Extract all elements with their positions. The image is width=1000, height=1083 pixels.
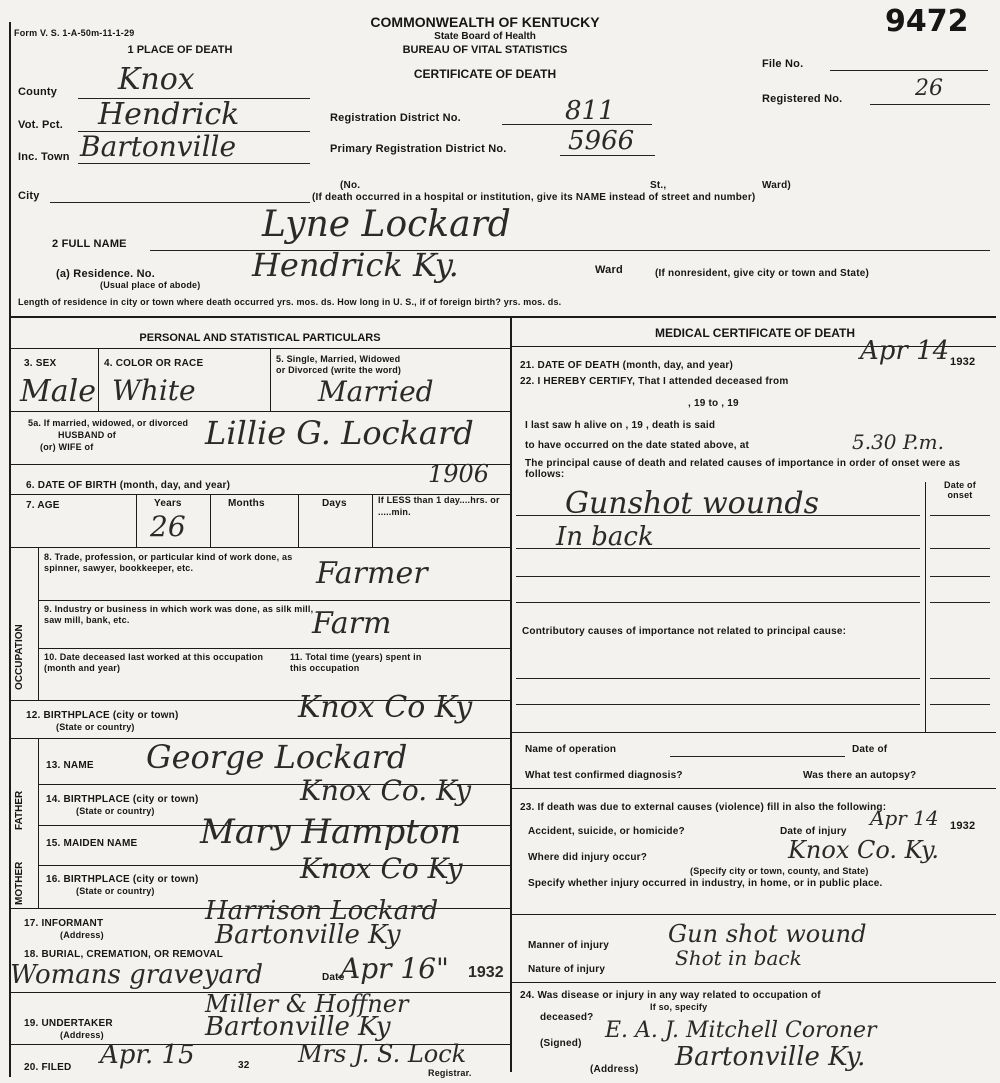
time-value: 5.30 P.m. <box>852 430 944 454</box>
date-injury-value: Apr 14 <box>870 806 939 830</box>
date-of-label: Date of <box>852 744 888 755</box>
spouse-label-2: HUSBAND of <box>58 430 116 440</box>
reg-district-value: 811 <box>565 96 615 126</box>
filed-date-value: Apr. 15 <box>100 1040 195 1070</box>
color-label: 4. COLOR OR RACE <box>104 358 204 369</box>
nature-label: Nature of injury <box>528 964 606 975</box>
marital-label-1: 5. Single, Married, Widowed <box>276 354 401 364</box>
operation-label: Name of operation <box>525 744 617 755</box>
personal-heading: PERSONAL AND STATISTICAL PARTICULARS <box>139 332 381 344</box>
dob-value: 1906 <box>428 460 490 488</box>
mother-bp-sub: (State or country) <box>76 886 155 896</box>
burial-date-label: Date <box>322 972 345 983</box>
if-so-label: If so, specify <box>650 1002 708 1012</box>
father-name-label: 13. NAME <box>46 760 94 771</box>
cause-2-value: In back <box>556 522 654 552</box>
county-value: Knox <box>118 62 195 97</box>
header-divider <box>11 316 996 318</box>
deceased-label: deceased? <box>540 1012 594 1023</box>
registered-no-label: Registered No. <box>762 93 843 105</box>
trade-label: 8. Trade, profession, or particular kind of work done, as spinner, sawyer, bookkeeper, etc. <box>44 552 293 573</box>
medical-heading: MEDICAL CERTIFICATE OF DEATH <box>655 326 855 340</box>
last-saw-label: I last saw h alive on , 19 , death is said <box>525 420 716 431</box>
full-name-value: Lyne Lockard <box>262 204 511 245</box>
address-value: Bartonville Ky. <box>675 1042 866 1072</box>
months-label: Months <box>228 498 265 509</box>
residence-sub: (Usual place of abode) <box>100 280 201 290</box>
trade-value: Farmer <box>316 556 428 591</box>
principal-label: The principal cause of death and related causes of importance in order of onset were as follows: <box>525 458 961 480</box>
st-label: St., <box>650 180 667 191</box>
length-residence: Length of residence in city or town where death occurred yrs. mos. ds. How long in U. S., if of foreign birth? yrs. mos. ds. <box>18 297 562 307</box>
specify-label: Specify whether injury occurred in industry, in home, or in public place. <box>528 878 883 889</box>
center-divider <box>510 317 512 1072</box>
inc-town-value: Bartonville <box>80 130 237 163</box>
bureau-title: BUREAU OF VITAL STATISTICS <box>402 44 568 56</box>
vot-pct-label: Vot. Pct. <box>18 119 63 131</box>
nonresident-note: (If nonresident, give city or town and State) <box>655 268 870 279</box>
no-label: (No. <box>340 180 361 191</box>
where-label: Where did injury occur? <box>528 852 648 863</box>
burial-date-value: Apr 16" <box>340 952 449 985</box>
spouse-value: Lillie G. Lockard <box>205 414 474 452</box>
color-value: White <box>112 374 196 407</box>
dob-label: 6. DATE OF BIRTH (month, day, and year) <box>26 480 231 491</box>
certificate-title: CERTIFICATE OF DEATH <box>413 67 557 81</box>
informant-address: Bartonville Ky <box>215 920 401 950</box>
father-bp-value: Knox Co. Ky <box>300 774 472 807</box>
filed-label: 20. FILED <box>24 1062 72 1073</box>
manner-label: Manner of injury <box>528 940 609 951</box>
informant-sub: (Address) <box>60 930 104 940</box>
if-less-label: If LESS than 1 day....hrs. or .....min. <box>378 495 500 517</box>
ward-label: Ward) <box>762 180 791 191</box>
registrar-value: Mrs J. S. Lock <box>298 1040 467 1068</box>
mother-vertical-label: MOTHER <box>14 861 25 905</box>
burial-place-value: Womans graveyard <box>10 960 264 990</box>
board-title: State Board of Health <box>434 31 536 42</box>
primary-reg-label: Primary Registration District No. <box>330 143 507 155</box>
birthplace-sub: (State or country) <box>56 722 135 732</box>
period-line: , 19 to , 19 <box>688 398 739 409</box>
mother-bp-label: 16. BIRTHPLACE (city or town) <box>46 874 199 885</box>
father-name-value: George Lockard <box>146 738 408 776</box>
reg-district-label: Registration District No. <box>330 112 461 124</box>
where-sub: (Specify city or town, county, and State) <box>690 866 869 876</box>
cause-1-value: Gunshot wounds <box>565 486 819 521</box>
signed-value: E. A. J. Mitchell Coroner <box>605 1018 877 1043</box>
nature-value: Shot in back <box>675 946 802 970</box>
father-bp-label: 14. BIRTHPLACE (city or town) <box>46 794 199 805</box>
stamp-number: 9472 <box>885 4 969 39</box>
state-title: COMMONWEALTH OF KENTUCKY <box>370 14 600 30</box>
left-border <box>9 22 11 1077</box>
birthplace-label: 12. BIRTHPLACE (city or town) <box>26 710 179 721</box>
burial-label: 18. BURIAL, CREMATION, OR REMOVAL <box>24 949 224 960</box>
county-label: County <box>18 86 58 98</box>
residence-value: Hendrick Ky. <box>252 246 459 284</box>
years-label: Years <box>154 498 182 509</box>
last-worked-label: 10. Date deceased last worked at this occupation (month and year) <box>44 652 264 673</box>
certify-label: 22. I HEREBY CERTIFY, That I attended deceased from <box>520 376 789 387</box>
file-no-label: File No. <box>762 58 804 70</box>
where-value: Knox Co. Ky. <box>788 836 940 864</box>
informant-label: 17. INFORMANT <box>24 918 104 929</box>
undertaker-address: Bartonville Ky <box>205 1012 391 1042</box>
residence-label: (a) Residence. No. <box>56 268 155 280</box>
autopsy-label: Was there an autopsy? <box>803 770 917 781</box>
mother-name-label: 15. MAIDEN NAME <box>46 838 138 849</box>
date-injury-label: Date of injury <box>780 826 847 837</box>
undertaker-value: Miller & Hoffner <box>205 990 409 1018</box>
registrar-label: Registrar. <box>428 1068 472 1078</box>
full-name-label: 2 FULL NAME <box>52 238 127 250</box>
industry-label: 9. Industry or business in which work was done, as silk mill, saw mill, bank, etc. <box>44 604 314 625</box>
contributory-label: Contributory causes of importance not related to principal cause: <box>522 626 847 637</box>
sex-label: 3. SEX <box>24 358 57 369</box>
form-code: Form V. S. 1-A-50m-11-1-29 <box>14 28 135 38</box>
marital-label-2: or Divorced (write the word) <box>276 365 402 375</box>
total-time-label: 11. Total time (years) spent in this occupation <box>290 652 422 673</box>
mother-bp-value: Knox Co Ky <box>300 852 463 885</box>
city-label: City <box>18 190 40 202</box>
undertaker-sub: (Address) <box>60 1030 104 1040</box>
date-of-death-year: 1932 <box>950 356 976 368</box>
date-of-death-value: Apr 14 <box>860 336 950 366</box>
hospital-note: (If death occurred in a hospital or institution, give its NAME instead of street and number) <box>312 192 756 203</box>
ward-residence-label: Ward <box>595 264 623 276</box>
inc-town-label: Inc. Town <box>18 151 70 163</box>
days-label: Days <box>322 498 347 509</box>
father-vertical-label: FATHER <box>14 790 25 830</box>
undertaker-label: 19. UNDERTAKER <box>24 1018 113 1029</box>
spouse-label-1: 5a. If married, widowed, or divorced <box>28 418 189 428</box>
date-injury-year: 1932 <box>950 820 976 832</box>
burial-year: 1932 <box>468 964 504 981</box>
manner-value: Gun shot wound <box>668 920 867 948</box>
address-label: (Address) <box>590 1064 639 1075</box>
marital-value: Married <box>318 375 434 408</box>
occupation-vertical-label: OCCUPATION <box>14 624 25 690</box>
sex-value: Male <box>20 374 96 409</box>
mother-name-value: Mary Hampton <box>200 812 462 852</box>
test-label: What test confirmed diagnosis? <box>525 770 683 781</box>
industry-value: Farm <box>312 606 392 641</box>
filed-year: 32 <box>238 1060 250 1071</box>
date-onset-label: Date of onset <box>944 480 976 500</box>
primary-reg-value: 5966 <box>568 126 635 156</box>
age-years-value: 26 <box>150 510 186 543</box>
accident-label: Accident, suicide, or homicide? <box>528 826 685 837</box>
occurred-label: to have occurred on the date stated above, at <box>525 440 750 451</box>
place-of-death-heading: 1 PLACE OF DEATH <box>127 44 233 56</box>
vot-pct-value: Hendrick <box>98 97 240 132</box>
q24-label: 24. Was disease or injury in any way related to occupation of <box>520 990 821 1001</box>
external-label: 23. If death was due to external causes (violence) fill in also the following: <box>520 802 887 813</box>
informant-value: Harrison Lockard <box>205 896 439 926</box>
age-label: 7. AGE <box>26 500 60 511</box>
date-of-death-label: 21. DATE OF DEATH (month, day, and year) <box>520 360 734 371</box>
father-bp-sub: (State or country) <box>76 806 155 816</box>
registered-no-value: 26 <box>915 76 943 101</box>
signed-label: (Signed) <box>540 1038 582 1049</box>
spouse-label-3: (or) WIFE of <box>40 442 94 452</box>
birthplace-value: Knox Co Ky <box>298 690 473 725</box>
